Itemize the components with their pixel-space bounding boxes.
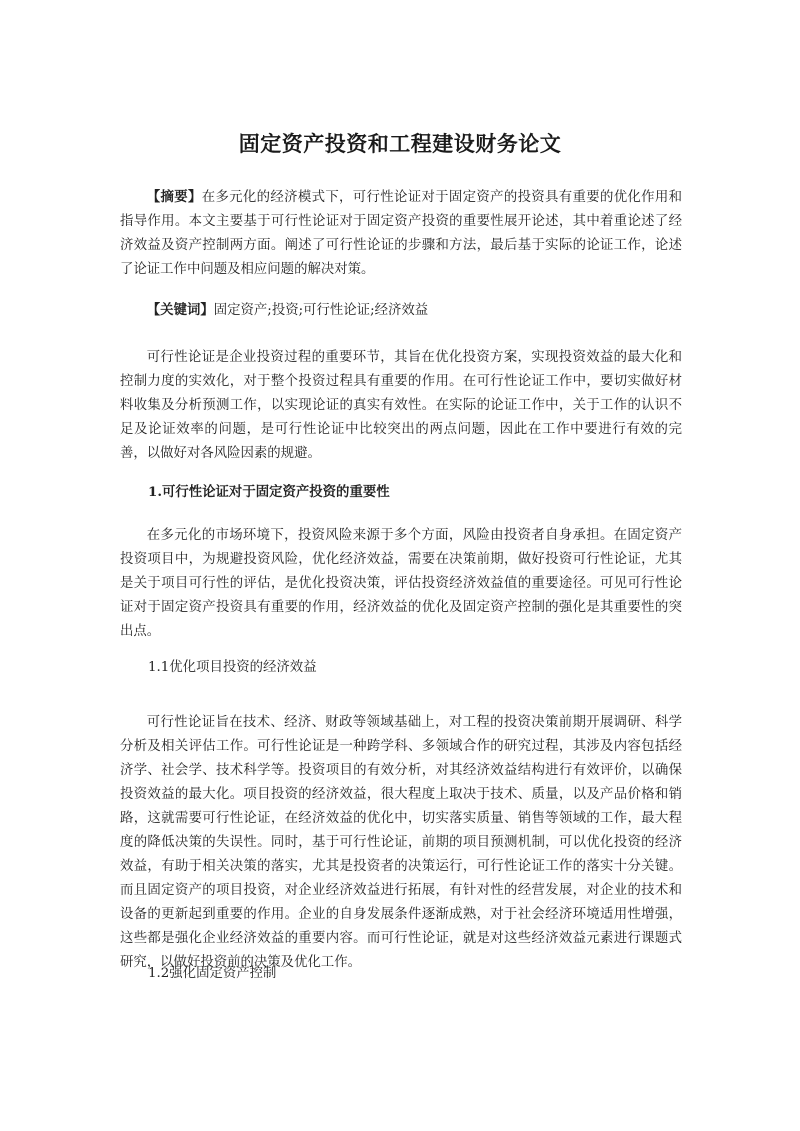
section-1-1-heading: 1.1优化项目投资的经济效益 [148, 660, 317, 675]
keywords-label: 【关键词】 [146, 302, 214, 318]
intro-paragraph: 可行性论证是企业投资过程的重要环节，其旨在优化投资方案，实现投资效益的最大化和控制力度的实效化，对于整个投资过程具有重要的作用。在可行性论证工作中，要切实做好材料收集及分析预测工作，以实现论证的真实有效性。在实际的论证工作中，关于工作的认识不足及论证效率的问题，是可行性论证中比较突出的两点问题，因此在工作中要进行有效的完善，以做好对各风险因素的规避。 [120, 350, 682, 461]
keywords-text: 固定资产;投资;可行性论证;经济效益 [213, 303, 429, 318]
keywords-paragraph [120, 298, 682, 323]
section-1-heading: 1.可行性论证对于固定资产投资的重要性 [148, 484, 390, 500]
abstract-text: 在多元化的经济模式下，可行性论证对于固定资产的投资具有重要的优化作用和指导作用。本文主要基于可行性论证对于固定资产投资的重要性展开论述，其中着重论述了经济效益及资产控制两方面。阐述了可行性论证的步骤和方法，最后基于实际的论证工作，论述了论证工作中问题及相应问题的解决对策。 [120, 190, 683, 277]
document-title: 固定资产投资和工程建设财务论文 [238, 131, 562, 156]
section-1-paragraph: 在多元化的市场环境下，投资风险来源于多个方面，风险由投资者自身承担。在固定资产投资项目中，为规避投资风险，优化经济效益，需要在决策前期，做好投资可行性论证，尤其是关于项目可行性的评估，是优化投资决策，评估投资经济效益值的重要途径。可见可行性论证对于固定资产投资具有重要的作用，经济效益的优化及固定资产控制的强化是其重要性的突出点。 [120, 528, 682, 639]
section-1-1-paragraph: 可行性论证旨在技术、经济、财政等领域基础上，对工程的投资决策前期开展调研、科学分析及相关评估工作。可行性论证是一种跨学科、多领域合作的研究过程，其涉及内容包括经济学、社会学、技术科学等。投资项目的有效分析，对其经济效益结构进行有效评价，以确保投资效益的最大化。项目投资的经济效益，很大程度上取决于技术、质量，以及产品价格和销路，这就需要可行性论证，在经济效益的优化中，切实落实质量、销售等领域的工作，最大程度的降低决策的失误性。同时，基于可行性论证，前期的项目预测机制，可以优化投资的经济效益，有助于相关决策的落实，尤其是投资者的决策运行，可行性论证工作的落实十分关键。而且固定资产的项目投资，对企业经济效益进行拓展，有针对性的经营发展，对企业的技术和设备的更新起到重要的作用。企业的自身发展条件逐渐成熟，对于社会经济环境适用性增强，这些都是强化企业经济效益的重要内容。而可行性论证，就是对这些经济效益元素进行课题式研究，以做好投资前的决策及优化工作。 [120, 715, 682, 970]
section-1-2-heading: 1.2强化固定资产控制 [148, 966, 277, 981]
abstract-label: 【摘要】 [146, 189, 202, 205]
abstract-paragraph [120, 185, 682, 282]
